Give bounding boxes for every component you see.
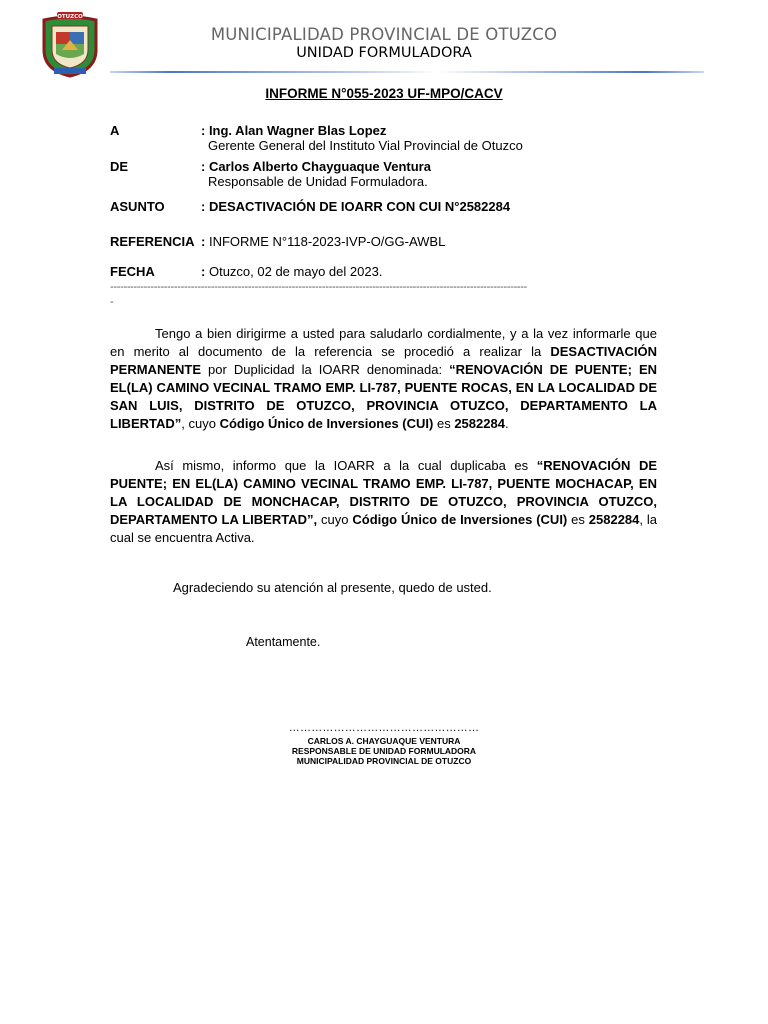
p1-text-2: por Duplicidad la IOARR denominada:	[201, 362, 450, 377]
signature-line: ……………………………………………	[288, 722, 480, 734]
meta-reference-label: REFERENCIA	[110, 234, 195, 249]
municipal-coat-of-arms-logo	[40, 10, 100, 78]
organization-subtitle: UNIDAD FORMULADORA	[296, 45, 472, 61]
meta-from-sub: Responsable de Unidad Formuladora.	[208, 174, 428, 189]
meta-subject-label: ASUNTO	[110, 199, 165, 214]
p1-text-5: .	[504, 416, 509, 431]
p2-text-1: Así mismo, informo que la IOARR a la cual duplicaba es	[155, 458, 537, 473]
closing-sentence: Agradeciendo su atención al presente, quedo de usted.	[173, 580, 492, 595]
meta-reference-colon: :	[201, 234, 206, 249]
p1-text-1: Tengo a bien dirigirme a usted para saludarlo cordialmente, y a la vez informarle que en merito al documento de la referencia se procedió a realizar la	[110, 326, 657, 359]
organization-title: MUNICIPALIDAD PROVINCIAL DE OTUZCO	[210, 25, 558, 44]
logo-text: OTUZCO	[57, 14, 83, 20]
meta-to-value: : Ing. Alan Wagner Blas Lopez	[201, 123, 387, 138]
p1-text-3: , cuyo	[181, 416, 220, 431]
p2-bold-1: “RENOVACIÓN DE PUENTE; EN EL(LA) CAMINO VECINAL TRAMO EMP. LI-787, PUENTE MOCHACAP, EN LA LOCALIDAD DE MONCHACAP, DISTRITO DE OTUZCO, PROVINCIA OTUZCO, DEPARTAMENTO LA LIBERTAD”,	[110, 458, 658, 527]
p1-bold-2: “RENOVACIÓN DE PUENTE; EN EL(LA) CAMINO VECINAL TRAMO EMP. LI-787, PUENTE ROCAS, EN LA LOCALIDAD DE SAN LUIS, DISTRITO DE OTUZCO, PROVINCIA OTUZCO, DEPARTAMENTO LA LIBERTAD”	[110, 362, 658, 431]
separator-tail: -	[110, 296, 114, 308]
p2-text-2: cuyo	[317, 512, 353, 527]
body-paragraph-2	[110, 457, 657, 547]
p2-bold-2: Código Único de Inversiones (CUI)	[352, 512, 568, 527]
meta-subject-value: : DESACTIVACIÓN DE IOARR CON CUI N°2582284	[201, 199, 511, 214]
meta-to-label: A	[110, 123, 120, 138]
signature-role: RESPONSABLE DE UNIDAD FORMULADORA	[291, 746, 477, 756]
meta-to-sub: Gerente General del Instituto Vial Provincial de Otuzco	[208, 138, 523, 153]
meta-reference-value	[201, 234, 445, 249]
meta-date-label: FECHA	[110, 264, 155, 279]
header-divider	[110, 71, 704, 73]
p1-bold-4: 2582284	[454, 416, 505, 431]
meta-reference-text: INFORME N°118-2023-IVP-O/GG-AWBL	[208, 234, 446, 249]
sign-off: Atentamente.	[246, 635, 321, 649]
signature-name: CARLOS A. CHAYGUAQUE VENTURA	[307, 736, 461, 746]
p1-text-4: es	[433, 416, 455, 431]
body-paragraph-1	[110, 325, 657, 433]
meta-date-colon: :	[201, 264, 206, 279]
signature-organization: MUNICIPALIDAD PROVINCIAL DE OTUZCO	[296, 756, 472, 766]
p1-bold-3: Código Único de Inversiones (CUI)	[219, 416, 434, 431]
p1-bold-1: DESACTIVACIÓN PERMANENTE	[110, 344, 657, 377]
report-number: INFORME N°055-2023 UF-MPO/CACV	[265, 86, 503, 101]
separator-line: ----------------------------------------------------------------------------------------------------------------------------	[110, 281, 528, 293]
p2-text-3: es	[567, 512, 589, 527]
meta-from-label: DE	[110, 159, 129, 174]
meta-date-value	[201, 264, 382, 279]
p2-text-4: , la cual se encuentra Activa.	[110, 512, 658, 545]
p2-bold-3: 2582284	[588, 512, 640, 527]
meta-date-text: Otuzco, 02 de mayo del 2023.	[208, 264, 383, 279]
meta-from-value: : Carlos Alberto Chayguaque Ventura	[201, 159, 431, 174]
